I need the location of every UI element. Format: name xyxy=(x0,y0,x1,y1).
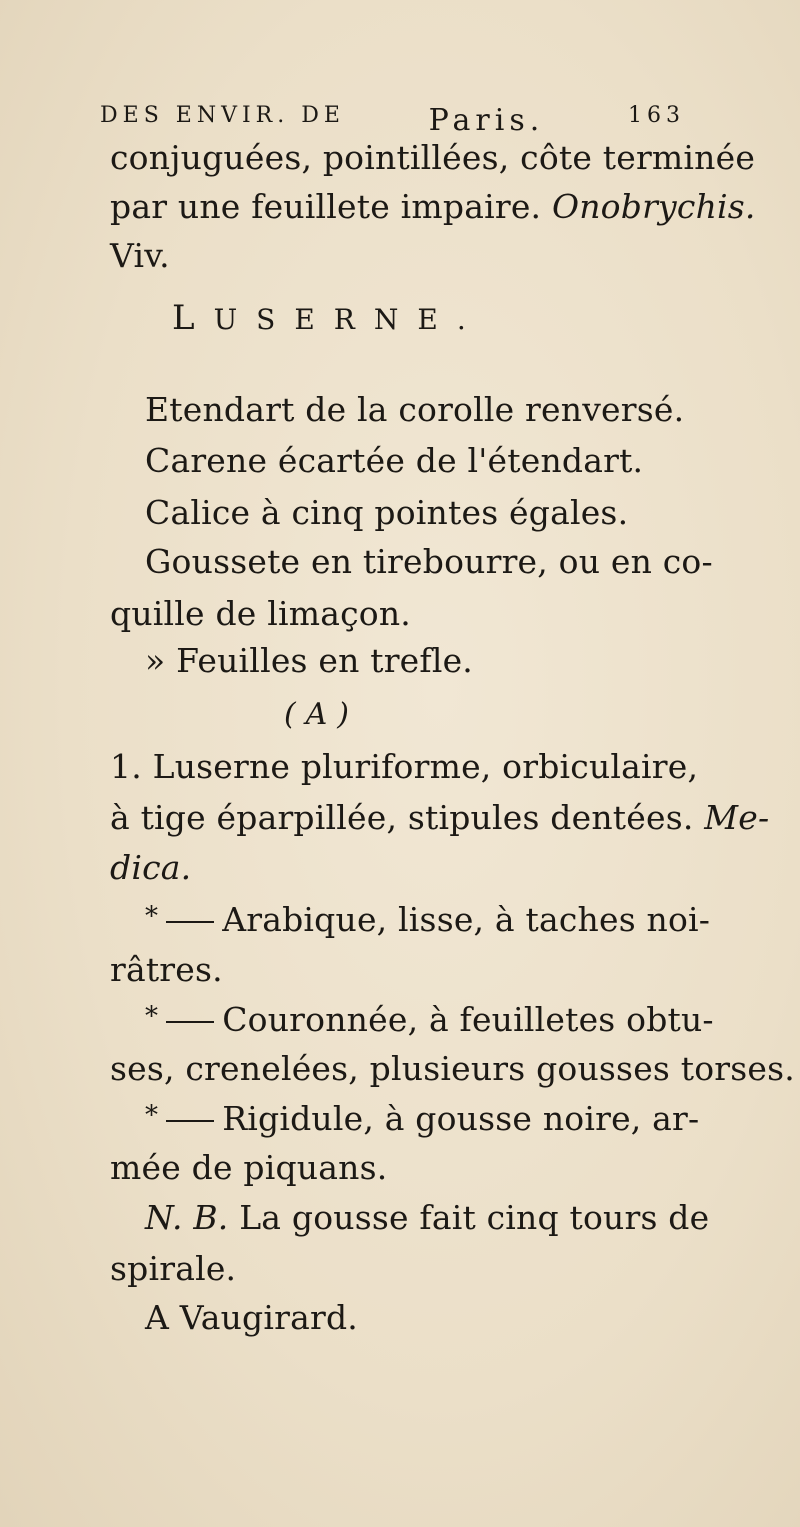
ditto-dash xyxy=(166,921,214,923)
nota-bene-line-1 xyxy=(145,1198,709,1237)
section-title-initial: L xyxy=(172,298,214,338)
entry-2-line-2: râtres. xyxy=(110,950,223,989)
running-head-paris: Paris. xyxy=(428,103,545,138)
intro-line-2 xyxy=(110,187,756,226)
ditto-dash xyxy=(166,1120,214,1122)
character-line-2: Carene écartée de l'étendart. xyxy=(145,441,644,480)
entry-2-text: Arabique, lisse, à taches noi- xyxy=(222,900,711,939)
asterisk-icon: * xyxy=(145,901,159,932)
subsection-label: ( A ) xyxy=(284,697,350,732)
section-title xyxy=(172,298,485,338)
genus-onobrychis: Onobrychis. xyxy=(551,187,756,226)
location-line: A Vaugirard. xyxy=(145,1298,358,1337)
nota-bene-line-2: spirale. xyxy=(110,1249,237,1288)
genus-medica-part-2: dica. xyxy=(110,848,192,887)
character-line-5: quille de limaçon. xyxy=(110,594,411,633)
asterisk-icon: * xyxy=(145,1100,159,1131)
entry-1-line-2-text: à tige éparpillée, stipules dentées. xyxy=(110,798,694,837)
entry-4-line-1 xyxy=(145,1099,699,1138)
nota-bene-text: La gousse fait cinq tours de xyxy=(239,1198,710,1237)
intro-line-2-text: par une feuillete impaire. xyxy=(110,187,542,226)
character-line-6: » Feuilles en trefle. xyxy=(145,641,473,680)
asterisk-icon: * xyxy=(145,1001,159,1032)
entry-1-line-1: 1. Luserne pluriforme, orbiculaire, xyxy=(110,747,699,786)
entry-4-line-2: mée de piquans. xyxy=(110,1148,388,1187)
entry-1-line-2 xyxy=(110,798,769,837)
section-title-rest: USERNE. xyxy=(213,303,485,336)
nota-bene-label: N. B. xyxy=(145,1198,229,1237)
character-line-4: Goussete en tirebourre, ou en co- xyxy=(145,542,713,581)
intro-line-3: Viv. xyxy=(110,236,170,275)
entry-4-text: Rigidule, à gousse noire, ar- xyxy=(222,1099,700,1138)
genus-medica-part-1: Me- xyxy=(704,798,770,837)
ditto-dash xyxy=(166,1021,214,1023)
intro-line-1: conjuguées, pointillées, côte terminée xyxy=(110,138,756,177)
entry-3-line-1 xyxy=(145,1000,714,1039)
running-head xyxy=(100,103,685,138)
entry-3-line-2: ses, crenelées, plusieurs gousses torses. xyxy=(110,1049,795,1088)
entry-2-line-1 xyxy=(145,900,710,939)
page-number: 163 xyxy=(628,103,685,128)
character-line-1: Etendart de la corolle renversé. xyxy=(145,390,685,429)
running-head-left: DES ENVIR. DE xyxy=(100,103,345,128)
character-line-3: Calice à cinq pointes égales. xyxy=(145,493,629,532)
entry-3-text: Couronnée, à feuilletes obtu- xyxy=(222,1000,714,1039)
